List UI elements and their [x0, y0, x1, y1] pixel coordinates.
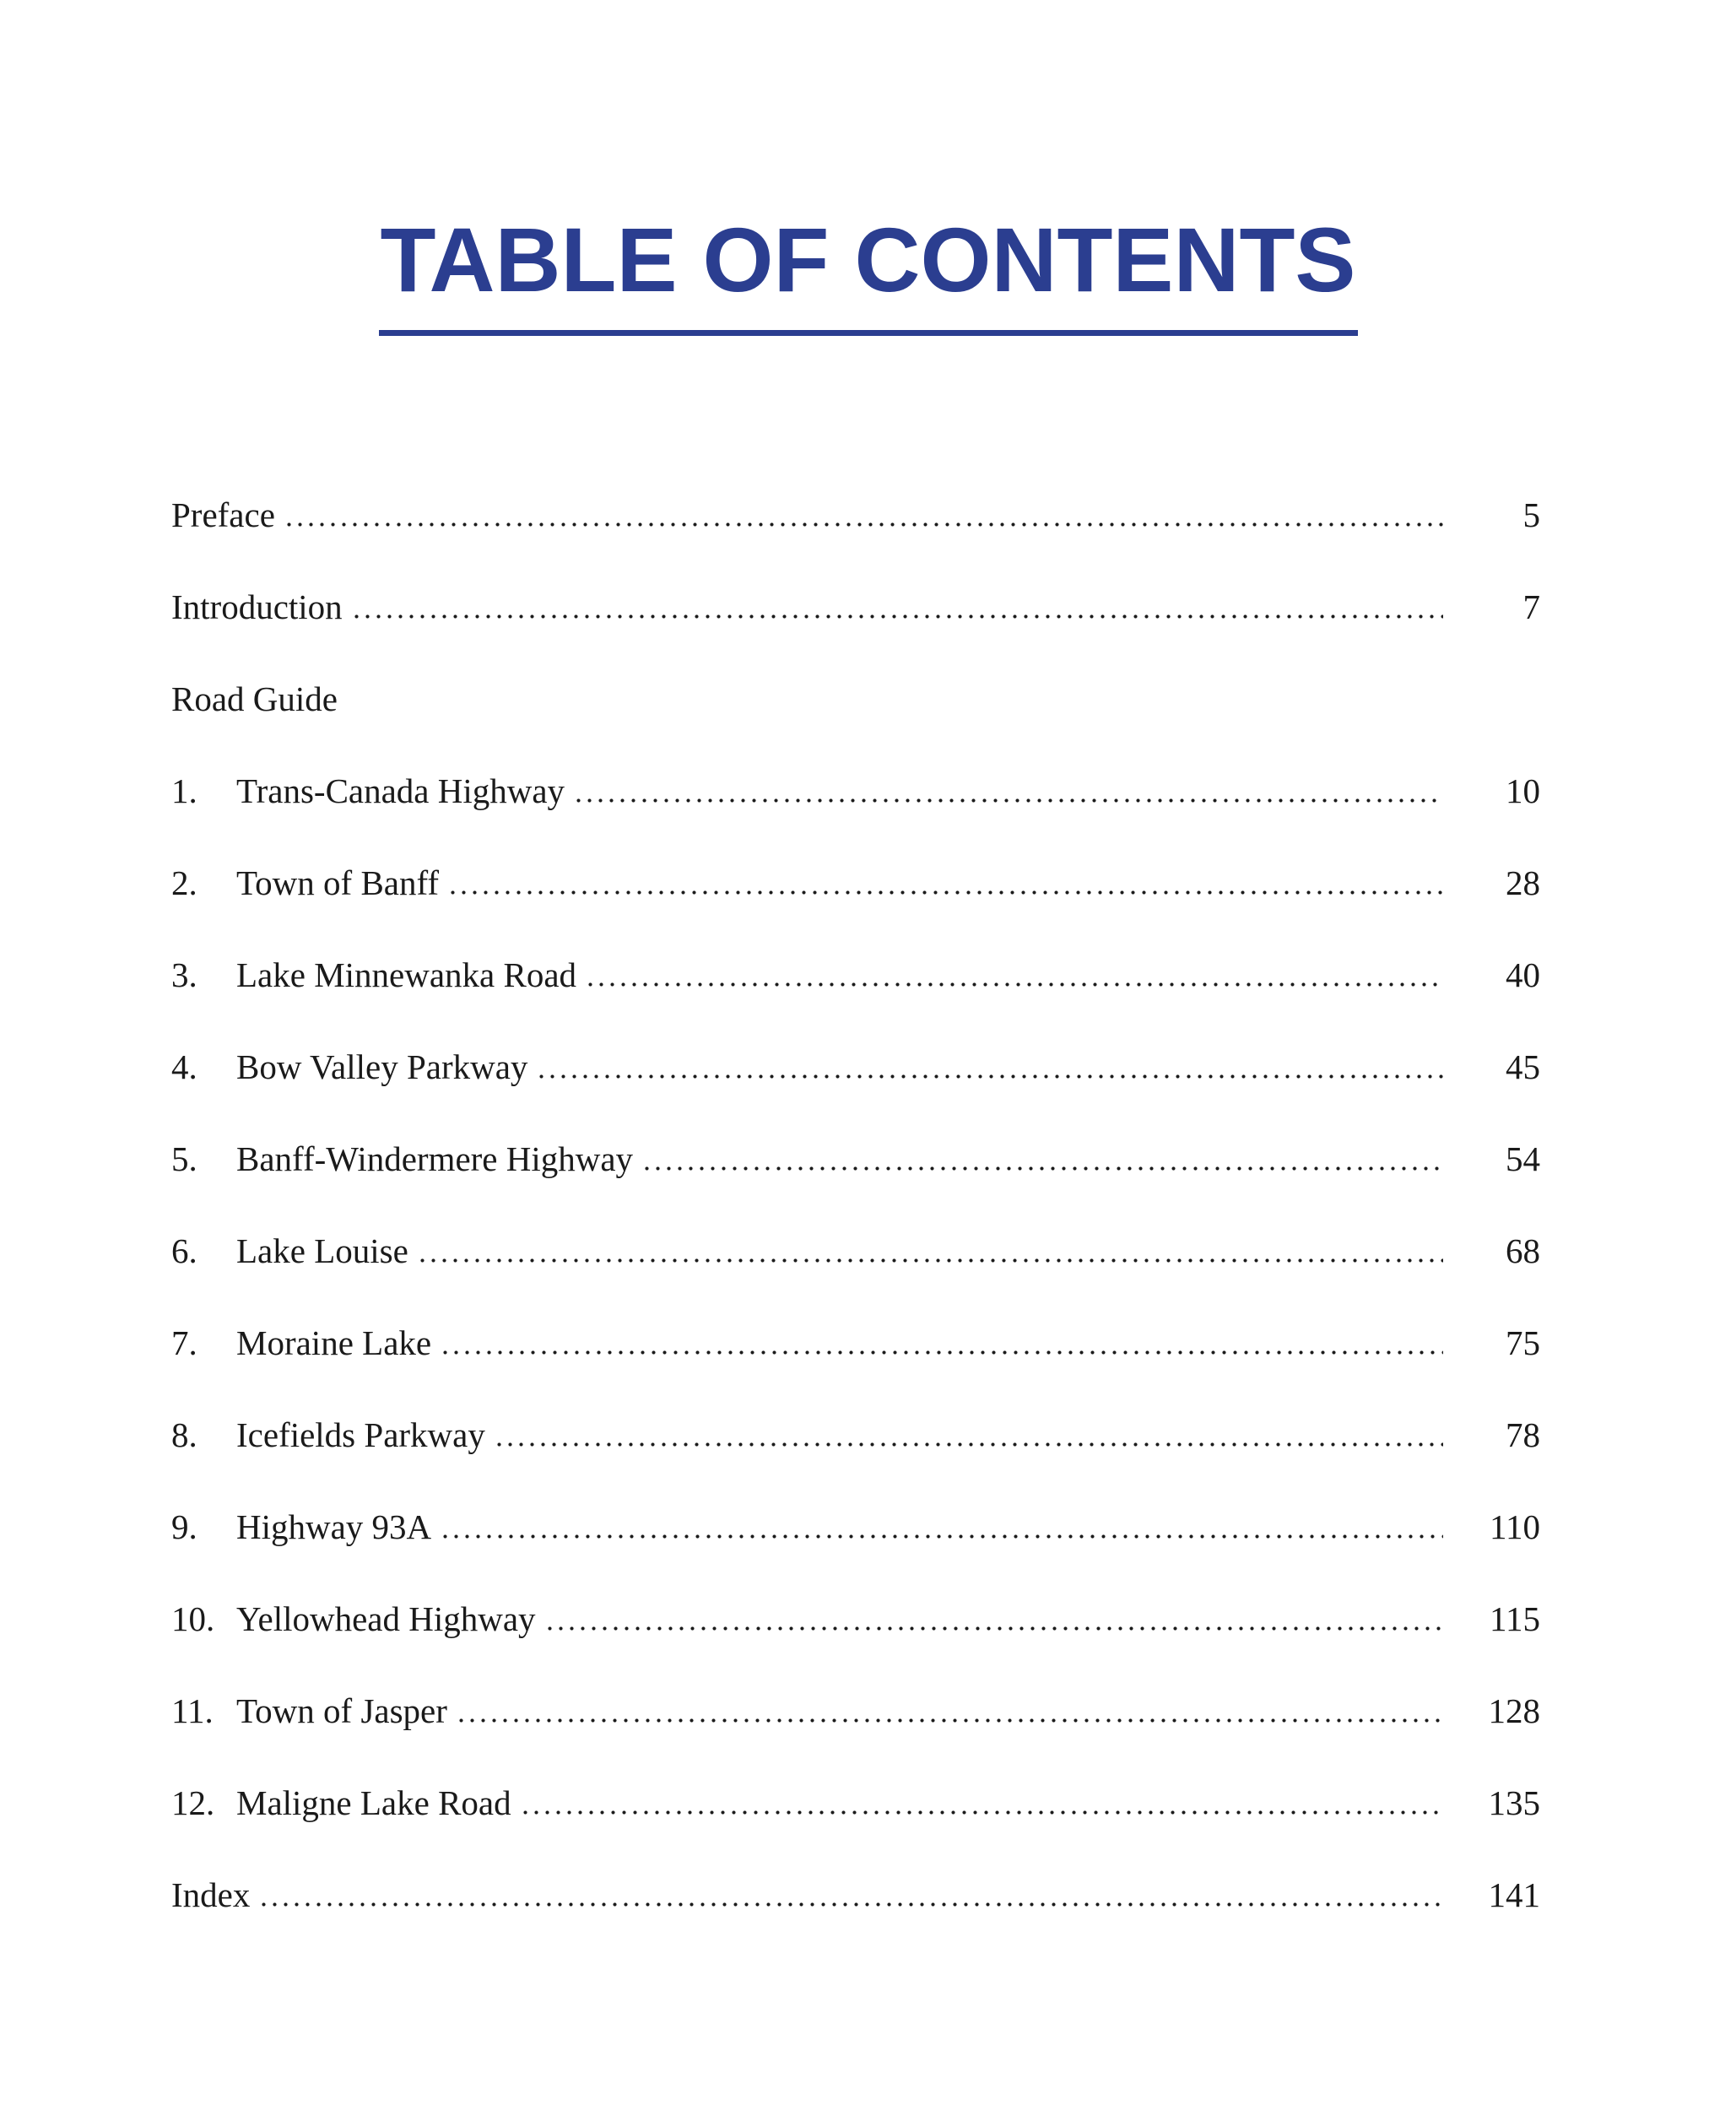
toc-entry-label: Introduction [171, 587, 343, 626]
dot-leader [354, 614, 1443, 619]
toc-entry-number: 10. [171, 1599, 215, 1638]
toc-row [171, 469, 1540, 561]
toc-entry-page: 68 [1506, 1231, 1540, 1270]
toc-row [171, 837, 1540, 929]
toc-entry-label: Lake Louise [236, 1231, 408, 1270]
toc-row [171, 1113, 1540, 1205]
dot-leader [497, 1442, 1443, 1447]
toc-entry-page: 78 [1506, 1415, 1540, 1454]
toc-row [171, 1665, 1540, 1757]
toc-row [171, 653, 1540, 745]
dot-leader [262, 1902, 1443, 1907]
toc-row [171, 745, 1540, 837]
dot-leader [420, 1258, 1443, 1263]
toc-row [171, 1389, 1540, 1481]
toc-entry-page: 135 [1488, 1783, 1540, 1822]
toc-entry-label: Index [171, 1875, 251, 1914]
toc-entry-page: 40 [1506, 955, 1540, 994]
toc-row [171, 561, 1540, 653]
table-of-contents [171, 469, 1540, 1941]
toc-row [171, 1757, 1540, 1849]
dot-leader [287, 522, 1443, 527]
toc-entry-number: 1. [171, 771, 197, 810]
dot-leader [588, 982, 1443, 987]
dot-leader [539, 1074, 1443, 1079]
toc-entry-number: 8. [171, 1415, 197, 1454]
toc-entry-page: 28 [1506, 863, 1540, 902]
toc-entry-label: Preface [171, 495, 275, 534]
dot-leader [443, 1534, 1443, 1539]
toc-entry-label: Yellowhead Highway [236, 1599, 536, 1638]
toc-entry-label: Highway 93A [236, 1507, 432, 1546]
toc-entry-page: 75 [1506, 1323, 1540, 1362]
toc-entry-page: 115 [1490, 1599, 1540, 1638]
title-block [0, 208, 1736, 336]
toc-entry-number: 2. [171, 863, 197, 902]
toc-entry-label: Maligne Lake Road [236, 1783, 511, 1822]
toc-entry-label: Road Guide [171, 679, 338, 718]
dot-leader [523, 1810, 1443, 1815]
toc-entry-number: 9. [171, 1507, 197, 1546]
toc-entry-page: 45 [1506, 1047, 1540, 1086]
toc-row [171, 1205, 1540, 1297]
toc-entry-label: Town of Jasper [236, 1691, 447, 1730]
toc-row [171, 1849, 1540, 1941]
dot-leader [443, 1350, 1443, 1355]
toc-entry-number: 6. [171, 1231, 197, 1270]
toc-entry-number: 5. [171, 1139, 197, 1178]
toc-entry-number: 12. [171, 1783, 215, 1822]
toc-entry-number: 4. [171, 1047, 197, 1086]
toc-entry-label: Trans-Canada Highway [236, 771, 565, 810]
dot-leader [576, 798, 1443, 803]
toc-row [171, 1481, 1540, 1573]
dot-leader [548, 1626, 1443, 1631]
toc-entry-number: 7. [171, 1323, 197, 1362]
toc-entry-number: 11. [171, 1691, 214, 1730]
toc-entry-page: 5 [1522, 495, 1540, 534]
toc-entry-page: 54 [1506, 1139, 1540, 1178]
toc-row [171, 929, 1540, 1021]
dot-leader [459, 1718, 1443, 1723]
dot-leader [451, 890, 1443, 895]
toc-entry-page: 10 [1506, 771, 1540, 810]
toc-entry-label: Lake Minnewanka Road [236, 955, 577, 994]
toc-entry-label: Moraine Lake [236, 1323, 432, 1362]
page-title: TABLE OF CONTENTS [380, 208, 1356, 311]
toc-entry-label: Banff-Windermere Highway [236, 1139, 634, 1178]
toc-entry-label: Bow Valley Parkway [236, 1047, 528, 1086]
toc-row [171, 1297, 1540, 1389]
toc-row [171, 1021, 1540, 1113]
toc-entry-page: 7 [1522, 587, 1540, 626]
toc-entry-page: 110 [1490, 1507, 1540, 1546]
toc-entry-number: 3. [171, 955, 197, 994]
toc-row [171, 1573, 1540, 1665]
dot-leader [645, 1166, 1443, 1171]
toc-entry-label: Town of Banff [236, 863, 440, 902]
toc-entry-label: Icefields Parkway [236, 1415, 485, 1454]
toc-entry-page: 128 [1488, 1691, 1540, 1730]
toc-entry-page: 141 [1488, 1875, 1540, 1914]
title-underline [379, 330, 1358, 336]
